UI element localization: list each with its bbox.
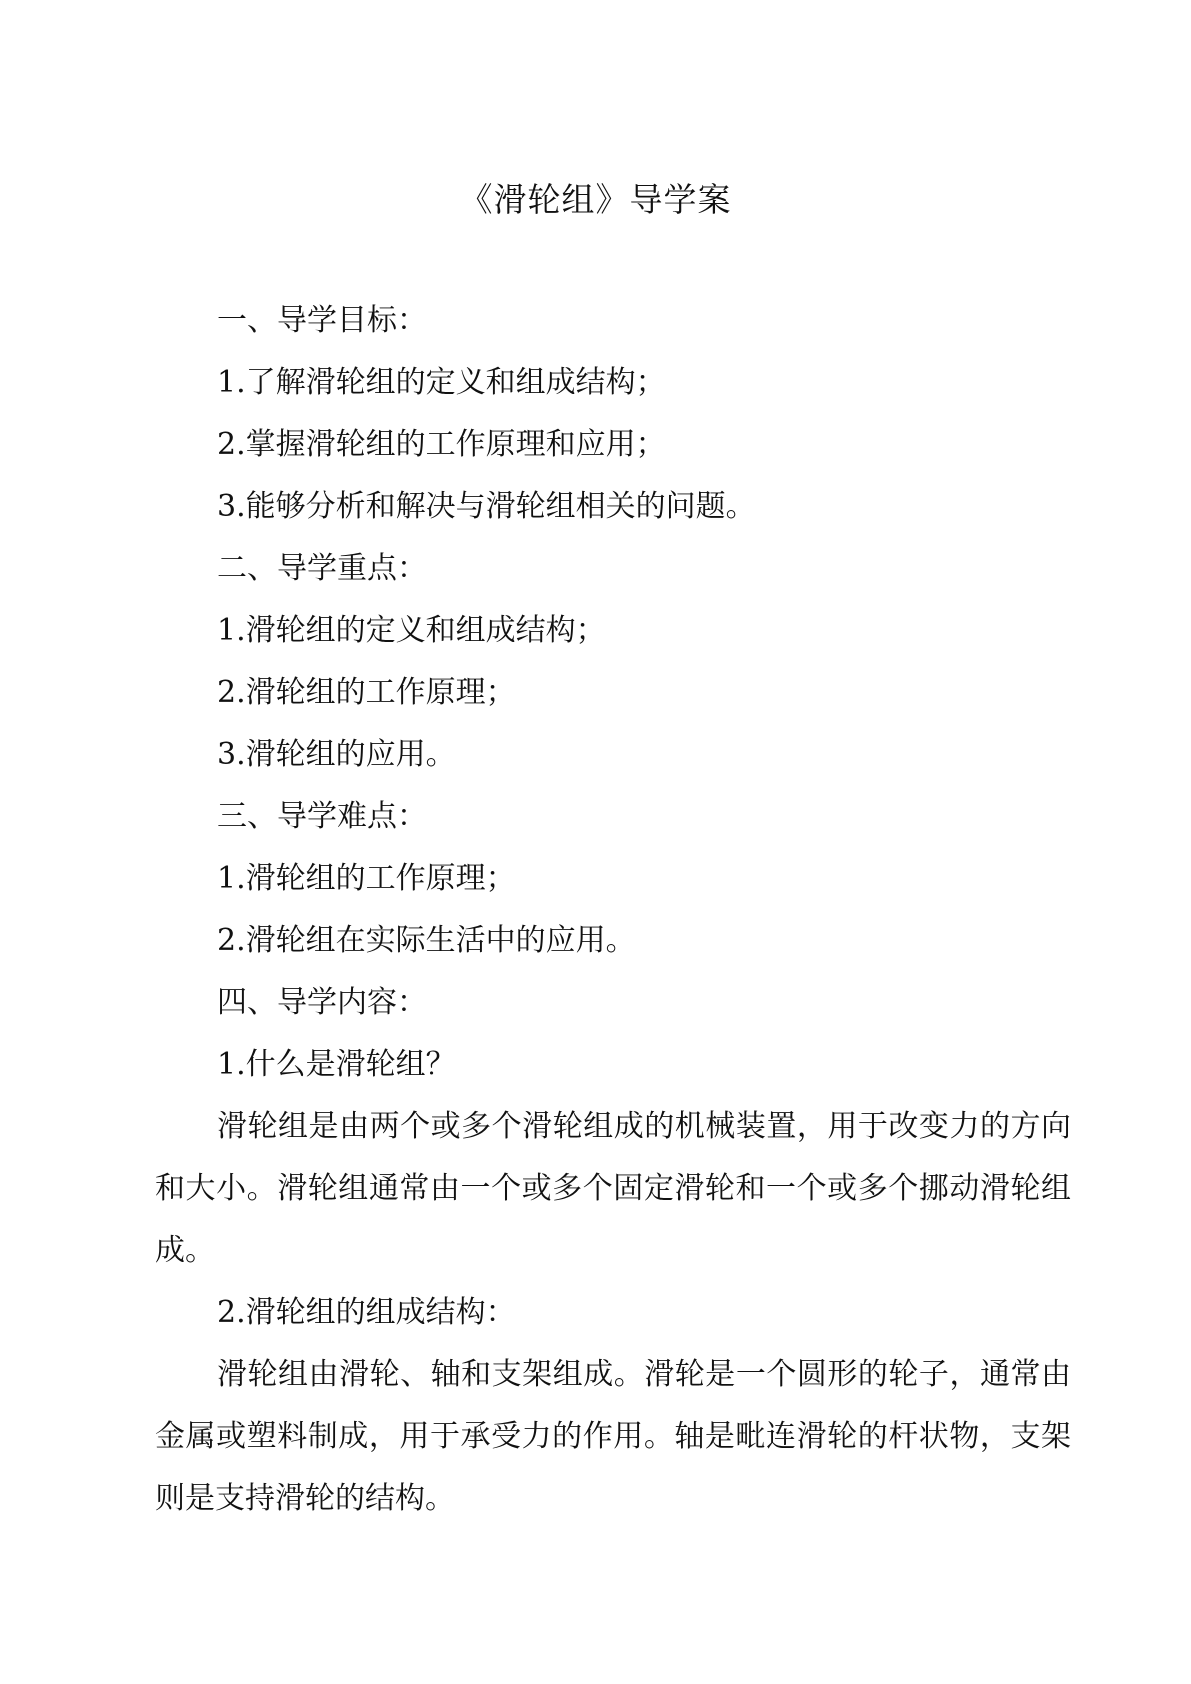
content-question-1: 1.什么是滑轮组？ bbox=[217, 1047, 456, 1082]
objective-item: 3.能够分析和解决与滑轮组相关的问题。 bbox=[217, 489, 756, 524]
difficulty-item: 1.滑轮组的工作原理； bbox=[217, 861, 516, 896]
content-paragraph-1: 滑轮组是由两个或多个滑轮组成的机械装置，用于改变力的方向和大小。滑轮组通常由一个或多个固定滑轮和一个或多个挪动滑轮组成。 bbox=[155, 1109, 1071, 1268]
document-title: 《滑轮组》导学案 bbox=[459, 180, 732, 219]
key-point-item: 2.滑轮组的工作原理； bbox=[217, 675, 516, 710]
content-paragraph-2: 滑轮组由滑轮、轴和支架组成。滑轮是一个圆形的轮子，通常由金属或塑料制成，用于承受力的作用。轴是毗连滑轮的杆状物，支架则是支持滑轮的结构。 bbox=[155, 1357, 1071, 1516]
document-body bbox=[155, 290, 1071, 1530]
section-heading-objectives: 一、导学目标： bbox=[217, 303, 427, 338]
difficulty-item: 2.滑轮组在实际生活中的应用。 bbox=[217, 923, 636, 958]
key-point-item: 3.滑轮组的应用。 bbox=[217, 737, 456, 772]
key-point-item: 1.滑轮组的定义和组成结构； bbox=[217, 613, 606, 648]
section-heading-difficulties: 三、导学难点： bbox=[217, 799, 427, 834]
content-question-2: 2.滑轮组的组成结构： bbox=[217, 1295, 516, 1330]
objective-item: 2.掌握滑轮组的工作原理和应用； bbox=[217, 427, 666, 462]
section-heading-key-points: 二、导学重点： bbox=[217, 551, 427, 586]
section-heading-content: 四、导学内容： bbox=[217, 985, 427, 1020]
objective-item: 1.了解滑轮组的定义和组成结构； bbox=[217, 365, 666, 400]
